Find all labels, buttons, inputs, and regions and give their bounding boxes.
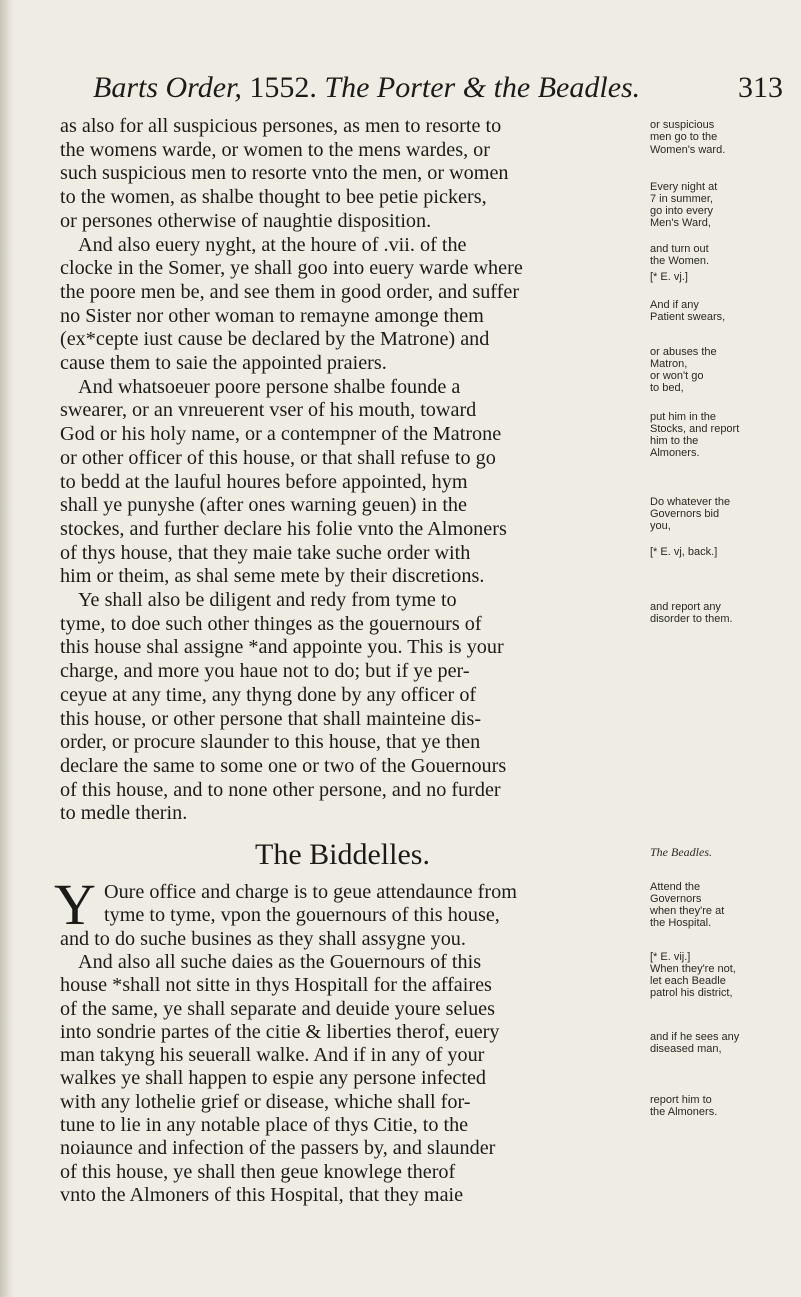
body-line: with any lothelie grief or disease, whiche shall for-: [60, 1090, 471, 1113]
body-line: him or theim, as shal seme mete by their discretions.: [60, 565, 485, 588]
body-line: swearer, or an vnreuerent vser of his mouth, toward: [60, 399, 477, 422]
margin-note: the Almoners.: [650, 1106, 718, 1118]
body-line: (ex*cepte iust cause be declared by the Matrone) and: [60, 328, 490, 351]
body-line: this house shal assigne *and appointe you. This is your: [60, 636, 504, 659]
body-line: God or his holy name, or a contempner of the Matrone: [60, 423, 502, 446]
body-line: shall ye punyshe (after ones warning geuen) in the: [60, 494, 467, 517]
margin-note: [* E. vj.]: [650, 271, 688, 283]
margin-note: him to the: [650, 435, 699, 447]
body-line: of this house, and to none other persone, and no furder: [60, 778, 501, 801]
margin-note: or suspicious: [650, 119, 715, 131]
body-line: And also all suche daies as the Gouernours of this: [78, 950, 482, 973]
margin-note: you,: [650, 520, 671, 532]
body-line: Ye shall also be diligent and redy from tyme to: [78, 589, 457, 611]
body-line: vnto the Almoners of this Hospital, that they maie: [60, 1183, 464, 1206]
body-line: order, or procure slaunder to this house, that ye then: [60, 731, 481, 754]
body-line: house *shall not sitte in thys Hospitall for the affaires: [60, 974, 492, 997]
body-line: walkes ye shall happen to espie any persone infected: [60, 1067, 487, 1090]
margin-note: and turn out: [650, 243, 709, 255]
margin-note: or abuses the: [650, 346, 717, 358]
margin-note: Attend the: [650, 881, 701, 893]
margin-note: disorder to them.: [650, 613, 733, 625]
margin-note: let each Beadle: [650, 975, 726, 987]
body-line: to bedd at the lauful houres before appointed, hym: [60, 470, 468, 493]
margin-note: 7 in summer,: [650, 193, 713, 205]
margin-note: to bed,: [650, 382, 684, 394]
body-line: tyme to tyme, vpon the gouernours of this house,: [104, 904, 500, 927]
margin-note: or won't go: [650, 370, 704, 382]
header-year: 1552.: [249, 71, 317, 104]
margin-note: Matron,: [650, 358, 688, 370]
drop-cap: Y: [54, 872, 96, 937]
body-line: the poore men be, and see them in good order, and suffer: [60, 280, 520, 303]
margin-note: report him to: [650, 1094, 712, 1106]
margin-note: the Women.: [650, 255, 710, 267]
page-number: 313: [738, 71, 783, 104]
margin-note: diseased man,: [650, 1043, 722, 1055]
body-line: Oure office and charge is to geue attendaunce from: [104, 881, 517, 903]
body-line: as also for all suspicious persones, as men to resorte to: [60, 115, 502, 137]
header-title-part2: The Porter & the Beadles.: [324, 71, 641, 104]
body-line: tune to lie in any notable place of thys Citie, to the: [60, 1114, 469, 1136]
running-header: [93, 70, 783, 106]
body-line: into sondrie partes of the citie & liberties therof, euery: [60, 1020, 500, 1043]
margin-note: Every night at: [650, 181, 718, 193]
margin-note: Governors: [650, 893, 702, 905]
margin-note: The Beadles.: [650, 845, 712, 859]
body-line: And also euery nyght, at the houre of .vii. of the: [78, 233, 467, 256]
body-line: of thys house, that they maie take suche order with: [60, 541, 471, 564]
margin-note: When they're not,: [650, 963, 736, 975]
margin-note: And if any: [650, 299, 699, 311]
margin-note: [* E. vij.]: [650, 951, 691, 963]
margin-note: Do whatever the: [650, 496, 731, 508]
margin-note: and report any: [650, 601, 721, 613]
section-title: The Biddelles.: [255, 838, 430, 871]
body-line: such suspicious men to resorte vnto the men, or women: [60, 162, 509, 185]
margin-note: patrol his district,: [650, 987, 733, 999]
margin-note: when they're at: [650, 905, 725, 917]
margin-note: Patient swears,: [650, 311, 726, 323]
body-line: noiaunce and infection of the passers by, and slaunder: [60, 1137, 496, 1160]
body-line: man takyng his seuerall walke. And if in any of your: [60, 1044, 485, 1067]
margin-note: [* E. vj, back.]: [650, 546, 718, 558]
body-line: declare the same to some one or two of the Gouernours: [60, 754, 507, 777]
body-line: no Sister nor other woman to remayne amonge them: [60, 304, 484, 327]
body-line: cause them to saie the appointed praiers.: [60, 352, 387, 374]
header-title-part1: Barts Order,: [93, 71, 242, 104]
body-line: clocke in the Somer, ye shall goo into euery warde where: [60, 257, 523, 280]
body-line: And whatsoeuer poore persone shalbe founde a: [78, 375, 461, 398]
body-line: and to do suche busines as they shall assygne you.: [60, 927, 466, 950]
body-line: charge, and more you haue not to do; but if ye per-: [60, 660, 470, 683]
body-line: the womens warde, or women to the mens wardes, or: [60, 138, 490, 161]
margin-note: men go to the: [650, 131, 718, 143]
body-line: this house, or other persone that shall mainteine dis-: [60, 707, 482, 730]
body-line: or persones otherwise of naughtie disposition.: [60, 209, 432, 232]
page-spine-shadow: [0, 0, 14, 1297]
margin-note: Almoners.: [650, 447, 700, 459]
margin-note: Women's ward.: [650, 144, 726, 156]
margin-note: Governors bid: [650, 508, 720, 520]
body-line: ceyue at any time, any thyng done by any officer of: [60, 683, 477, 706]
body-line: of this house, ye shall then geue knowlege therof: [60, 1160, 456, 1183]
margin-note: and if he sees any: [650, 1031, 740, 1043]
body-line: of the same, ye shall separate and deuide youre selues: [60, 997, 495, 1020]
margin-note: Stocks, and report: [650, 423, 740, 435]
margin-note: Men's Ward,: [650, 217, 711, 229]
body-line: or other officer of this house, or that shall refuse to go: [60, 446, 496, 469]
body-line: tyme, to doe such other thinges as the gouernours of: [60, 612, 482, 635]
margin-note: put him in the: [650, 411, 717, 423]
margin-note: go into every: [650, 205, 713, 217]
margin-note: the Hospital.: [650, 917, 712, 929]
body-line: to the women, as shalbe thought to bee petie pickers,: [60, 186, 487, 209]
body-line: to medle therin.: [60, 802, 188, 825]
body-line: stockes, and further declare his folie vnto the Almoners: [60, 517, 507, 540]
